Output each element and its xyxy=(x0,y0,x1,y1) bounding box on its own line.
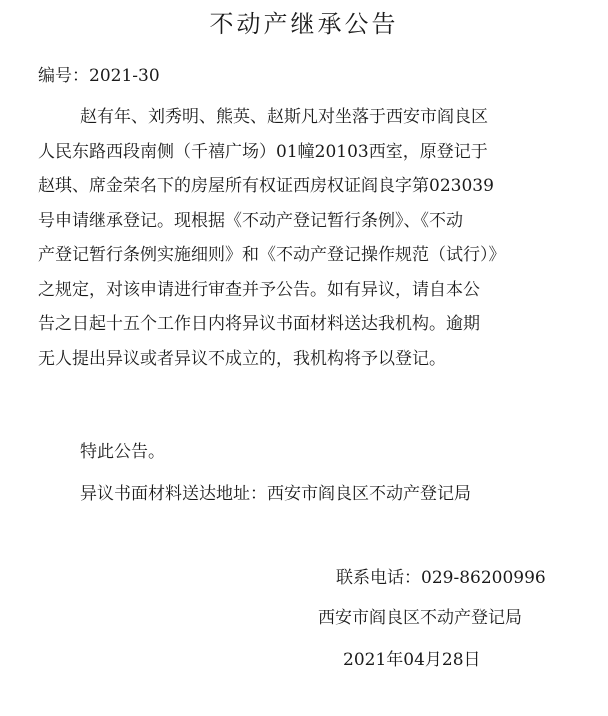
document-title: 不动产继承公告 xyxy=(209,10,399,38)
body-line: 人民东路西段南侧（千禧广场）01幢20103西室，原登记于 xyxy=(38,141,488,162)
issuing-agency: 西安市阎良区不动产登记局 xyxy=(318,608,522,628)
body-line: 赵有年、刘秀明、熊英、赵斯凡对坐落于西安市阎良区 xyxy=(80,107,488,127)
body-line: 告之日起十五个工作日内将异议书面材料送达我机构。逾期 xyxy=(38,314,480,334)
closing-statement: 特此公告。 xyxy=(80,442,165,462)
body-line: 无人提出异议或者异议不成立的，我机构将予以登记。 xyxy=(38,348,446,369)
body-line: 号申请继承登记。现根据《不动产登记暂行条例》、《不动 xyxy=(38,210,463,231)
document-number: 编号：2021-30 xyxy=(38,66,160,86)
issue-date: 2021年04月28日 xyxy=(343,650,481,670)
contact-phone: 联系电话：029-86200996 xyxy=(336,568,546,588)
body-line: 产登记暂行条例实施细则》和《不动产登记操作规范（试行）》 xyxy=(38,245,506,265)
objection-address: 异议书面材料送达地址：西安市阎良区不动产登记局 xyxy=(80,484,471,504)
announcement-body xyxy=(38,100,586,376)
body-line: 之规定，对该申请进行审查并予公告。如有异议，请自本公 xyxy=(38,279,480,300)
body-line: 赵琪、席金荣名下的房屋所有权证西房权证阎良字第023039 xyxy=(38,176,494,196)
